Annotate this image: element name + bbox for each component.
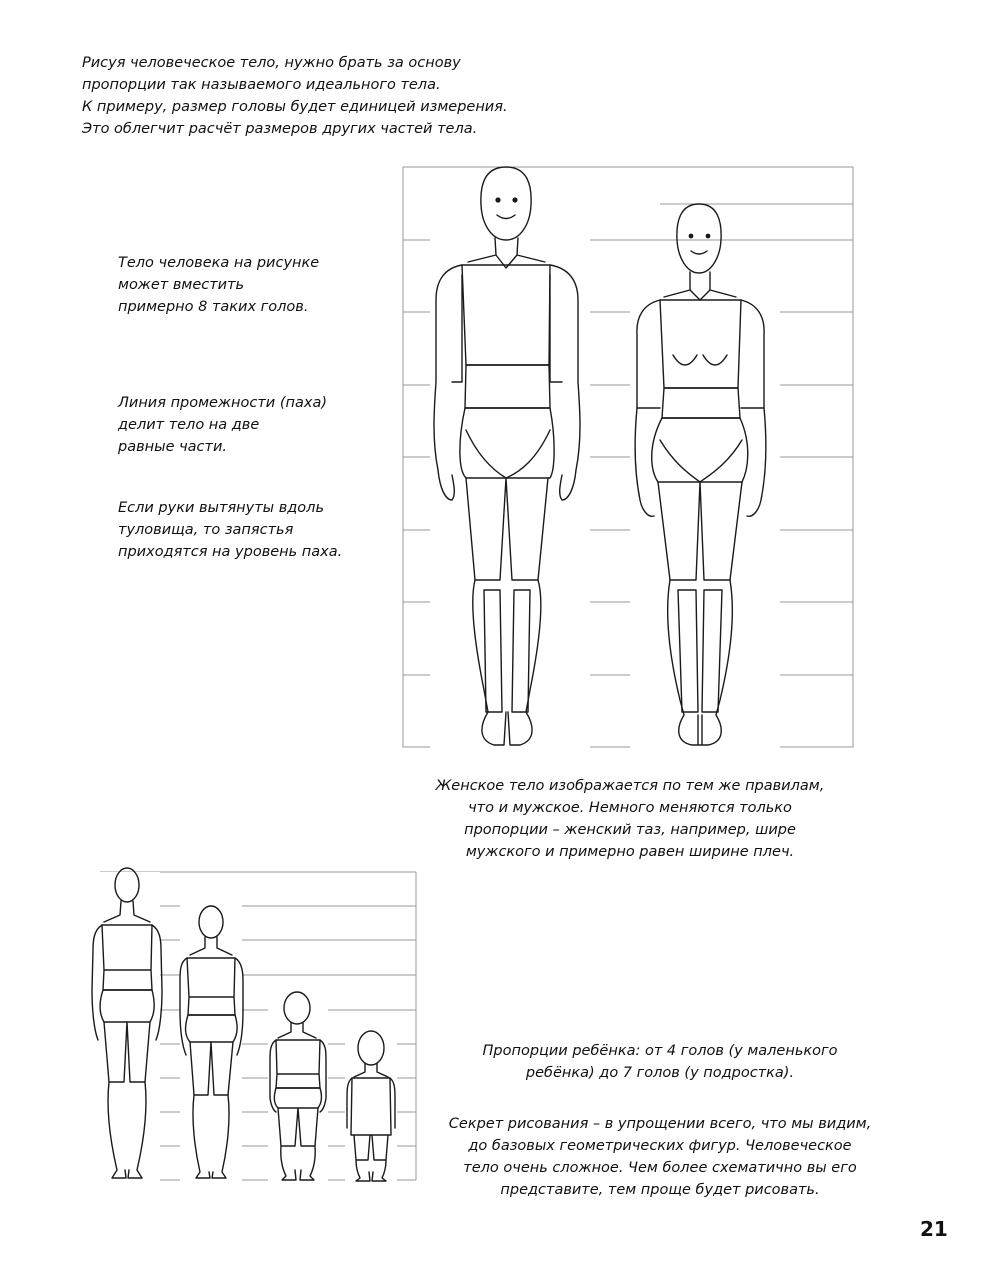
caption-line: Женское тело изображается по тем же правилам,	[435, 778, 825, 794]
caption-line: Пропорции ребёнка: от 4 голов (у маленького	[482, 1043, 838, 1059]
teen-figure	[180, 905, 243, 1183]
intro-line: К примеру, размер головы будет единицей измерения.	[82, 99, 508, 115]
caption-line: мужского и примерно равен ширине плеч.	[465, 844, 795, 860]
note-line: туловища, то запястья	[118, 522, 294, 538]
adult-small-figure	[92, 868, 162, 1182]
intro-line: пропорции так называемого идеального тела.	[82, 77, 441, 93]
caption-line: Секрет рисования – в упрощении всего, что мы видим,	[448, 1116, 872, 1132]
caption-line: что и мужское. Немного меняются только	[468, 800, 792, 816]
caption-line: пропорции – женский таз, например, шире	[464, 822, 796, 838]
note-line: Линия промежности (паха)	[118, 395, 327, 411]
intro-line: Это облегчит расчёт размеров других частей тела.	[82, 121, 478, 137]
toddler-figure	[345, 1030, 397, 1182]
caption-line: ребёнка) до 7 голов (у подростка).	[525, 1065, 795, 1081]
female-figure	[630, 204, 780, 750]
note-line: приходятся на уровень паха.	[118, 544, 343, 560]
note-line: примерно 8 таких голов.	[118, 299, 309, 315]
child-figure	[268, 990, 328, 1182]
caption-line: до базовых геометрических фигур. Человеческое	[468, 1138, 852, 1154]
intro-line: Рисуя человеческое тело, нужно брать за основу	[82, 55, 461, 71]
male-figure	[430, 167, 590, 750]
caption-line: тело очень сложное. Чем более схематично вы его	[463, 1160, 857, 1176]
note-line: делит тело на две	[118, 417, 260, 433]
note-line: может вместить	[118, 277, 245, 293]
note-line: Тело человека на рисунке	[118, 255, 320, 271]
note-line: равные части.	[118, 439, 227, 455]
page-number: 21	[920, 1217, 948, 1241]
note-line: Если руки вытянуты вдоль	[118, 500, 324, 516]
caption-line: представите, тем проще будет рисовать.	[500, 1182, 820, 1198]
